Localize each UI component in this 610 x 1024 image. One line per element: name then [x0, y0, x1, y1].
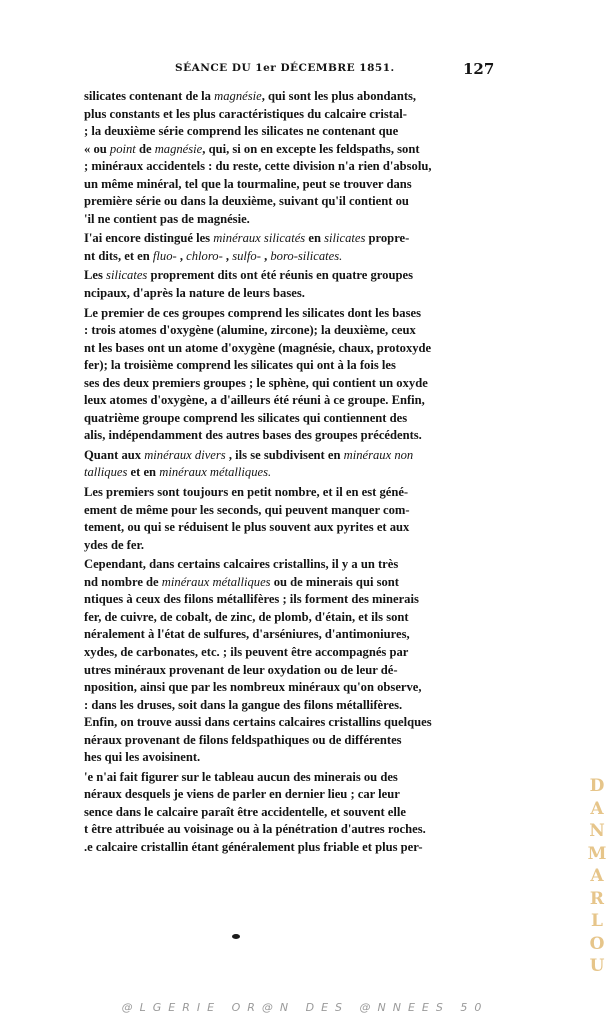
- text-line: [84, 537, 494, 555]
- italic-run: minéraux divers: [144, 447, 226, 462]
- watermark-letter: O: [589, 933, 605, 954]
- text-line: [84, 697, 494, 715]
- text-run: plus constants et les plus caractéristiques du calcaire cristal-: [84, 106, 407, 121]
- text-line: [84, 591, 494, 609]
- text-run: ement de même pour les seconds, qui peuvent manquer com-: [84, 502, 410, 517]
- page-header: [0, 60, 610, 82]
- text-run: fer); la troisième comprend les silicates qui ont à la fois les: [84, 358, 396, 373]
- text-run: hes qui les avoisinent.: [84, 750, 201, 765]
- body-text: [84, 88, 494, 857]
- text-run: nd nombre de: [84, 574, 162, 589]
- text-run: ; la deuxième série comprend les silicates ne contenant que: [84, 124, 399, 139]
- text-line: [84, 609, 494, 627]
- text-run: ; minéraux accidentels : du reste, cette division n'a rien d'absolu,: [84, 159, 432, 174]
- text-run: « ou: [84, 141, 110, 156]
- text-line: [84, 519, 494, 537]
- text-run: , ils se subdivisent en: [225, 447, 344, 462]
- italic-run: silicates: [324, 231, 366, 246]
- text-line: [84, 464, 494, 482]
- watermark-letter: R: [589, 888, 605, 909]
- text-line: [84, 392, 494, 410]
- text-run: 'il ne contient pas de magnésie.: [84, 211, 250, 226]
- text-line: [84, 285, 494, 303]
- italic-run: minéraux métalliques: [161, 574, 271, 589]
- text-run: en: [305, 231, 325, 246]
- text-line: [84, 176, 494, 194]
- italic-run: point: [109, 141, 136, 156]
- text-run: néraux desquels je viens de parler en dernier lieu ; car leur: [84, 787, 400, 802]
- italic-run: magnésie: [214, 89, 262, 103]
- text-run: : trois atomes d'oxygène (alumine, zircone); la deuxième, ceux: [84, 323, 416, 338]
- text-run: de: [135, 141, 155, 156]
- text-line: [84, 267, 494, 285]
- text-line: [84, 447, 494, 465]
- text-line: [84, 839, 494, 857]
- text-run: leux atomes d'oxygène, a d'ailleurs été réuni à ce groupe. Enfin,: [84, 393, 425, 408]
- text-run: , qui sont les plus abondants,: [261, 89, 417, 103]
- watermark-letter: N: [589, 821, 605, 841]
- text-line: [84, 211, 494, 229]
- italic-run: minéraux métalliques.: [159, 465, 272, 480]
- text-run: ydes de fer.: [84, 537, 145, 552]
- text-line: [84, 574, 494, 592]
- text-line: [84, 732, 494, 750]
- text-line: [84, 123, 494, 141]
- text-run: propre-: [365, 231, 410, 246]
- text-line: [84, 357, 494, 375]
- italic-run: magnésie: [154, 141, 203, 156]
- text-line: [84, 305, 494, 323]
- text-run: silicates contenant de la: [84, 89, 215, 103]
- ink-blot: [232, 934, 240, 939]
- running-head: SÉANCE DU 1er DÉCEMBRE 1851.: [175, 62, 395, 74]
- text-run: ou de minerais qui sont: [270, 574, 399, 589]
- text-run: tement, ou qui se réduisent le plus souvent aux pyrites et aux: [84, 520, 410, 535]
- footer-watermark: @LGERIE OR@N DES @NNEES 50: [121, 1001, 489, 1014]
- text-line: [84, 230, 494, 248]
- text-run: Les: [84, 268, 107, 283]
- text-run: ,: [260, 248, 271, 263]
- text-line: [84, 786, 494, 804]
- text-run: utres minéraux provenant de leur oxydation ou de leur dé-: [84, 662, 398, 677]
- text-run: nt les bases ont un atome d'oxygène (magnésie, chaux, protoxyde: [84, 340, 432, 355]
- text-run: néralement à l'état de sulfures, d'arséniures, d'antimoniures,: [84, 627, 410, 642]
- text-run: Le premier de ces groupes comprend les silicates dont les bases: [84, 305, 421, 320]
- text-run: nposition, ainsi que par les nombreux minéraux qu'on observe,: [84, 680, 422, 695]
- text-run: : dans les druses, soit dans la gangue des filons métallifères.: [84, 697, 403, 712]
- page-number: 127: [463, 60, 495, 78]
- text-run: et en: [127, 465, 160, 480]
- text-run: Cependant, dans certains calcaires cristallins, il y a un très: [84, 557, 399, 572]
- watermark-letter: M: [587, 843, 607, 864]
- text-line: [84, 106, 494, 124]
- text-run: sence dans le calcaire paraît être accidentelle, et souvent elle: [84, 804, 406, 819]
- text-line: [84, 644, 494, 662]
- italic-run: chloro-: [186, 248, 223, 263]
- text-line: [84, 340, 494, 358]
- text-run: ses des deux premiers groupes ; le sphène, qui contient un oxyde: [84, 375, 428, 390]
- text-run: Enfin, on trouve aussi dans certains calcaires cristallins quelques: [84, 715, 432, 730]
- italic-run: sulfo-: [232, 248, 261, 263]
- vertical-watermark: [587, 775, 607, 978]
- text-run: première série ou dans la deuxième, suivant qu'il contient ou: [84, 194, 409, 209]
- text-run: nt dits, et en: [84, 248, 153, 263]
- text-line: [84, 375, 494, 393]
- text-line: [84, 158, 494, 176]
- text-run: .e calcaire cristallin étant généralement plus friable et plus per-: [84, 839, 423, 854]
- text-run: I'ai encore distingué les: [84, 231, 214, 246]
- text-line: [84, 248, 494, 266]
- text-run: xydes, de carbonates, etc. ; ils peuvent être accompagnés par: [84, 644, 409, 659]
- italic-run: talliques: [84, 465, 128, 480]
- text-run: t être attribuée au voisinage ou à la pénétration d'autres roches.: [84, 822, 426, 837]
- text-line: [84, 427, 494, 445]
- text-line: [84, 88, 494, 106]
- watermark-letter: L: [591, 911, 603, 931]
- text-line: [84, 322, 494, 340]
- text-run: proprement dits ont été réunis en quatre groupes: [147, 268, 413, 283]
- italic-run: fluo-: [152, 248, 177, 263]
- italic-run: minéraux non: [343, 447, 414, 462]
- text-run: 'e n'ai fait figurer sur le tableau aucun des minerais ou des: [84, 769, 398, 784]
- text-line: [84, 662, 494, 680]
- text-line: [84, 141, 494, 159]
- text-line: [84, 556, 494, 574]
- text-line: [84, 769, 494, 787]
- text-line: [84, 821, 494, 839]
- watermark-letter: D: [589, 776, 605, 796]
- italic-run: minéraux silicatés: [213, 231, 306, 246]
- watermark-letter: U: [589, 956, 605, 976]
- watermark-letter: A: [590, 866, 604, 886]
- text-line: [84, 484, 494, 502]
- text-run: , qui, si on en excepte les feldspaths, sont: [202, 141, 420, 156]
- text-line: [84, 804, 494, 822]
- text-run: ntiques à ceux des filons métallifères ; ils forment des minerais: [84, 592, 419, 607]
- text-line: [84, 626, 494, 644]
- text-run: ,: [222, 248, 233, 263]
- text-line: [84, 714, 494, 732]
- text-run: un même minéral, tel que la tourmaline, peut se trouver dans: [84, 176, 412, 191]
- text-run: Les premiers sont toujours en petit nombre, et il en est géné-: [84, 485, 409, 500]
- text-run: alis, indépendamment des autres bases des groupes précédents.: [84, 428, 422, 443]
- italic-run: boro-silicates.: [270, 248, 343, 263]
- text-line: [84, 410, 494, 428]
- text-line: [84, 679, 494, 697]
- text-run: Quant aux: [84, 447, 145, 462]
- text-line: [84, 749, 494, 767]
- text-run: néraux provenant de filons feldspathiques ou de différentes: [84, 732, 402, 747]
- italic-run: silicates: [106, 268, 148, 283]
- text-line: [84, 193, 494, 211]
- text-run: ,: [176, 248, 187, 263]
- watermark-letter: A: [590, 798, 604, 819]
- text-run: ncipaux, d'après la nature de leurs bases.: [84, 286, 305, 301]
- text-run: fer, de cuivre, de cobalt, de zinc, de plomb, d'étain, et ils sont: [84, 609, 409, 624]
- text-line: [84, 502, 494, 520]
- text-run: quatrième groupe comprend les silicates qui contiennent des: [84, 410, 408, 425]
